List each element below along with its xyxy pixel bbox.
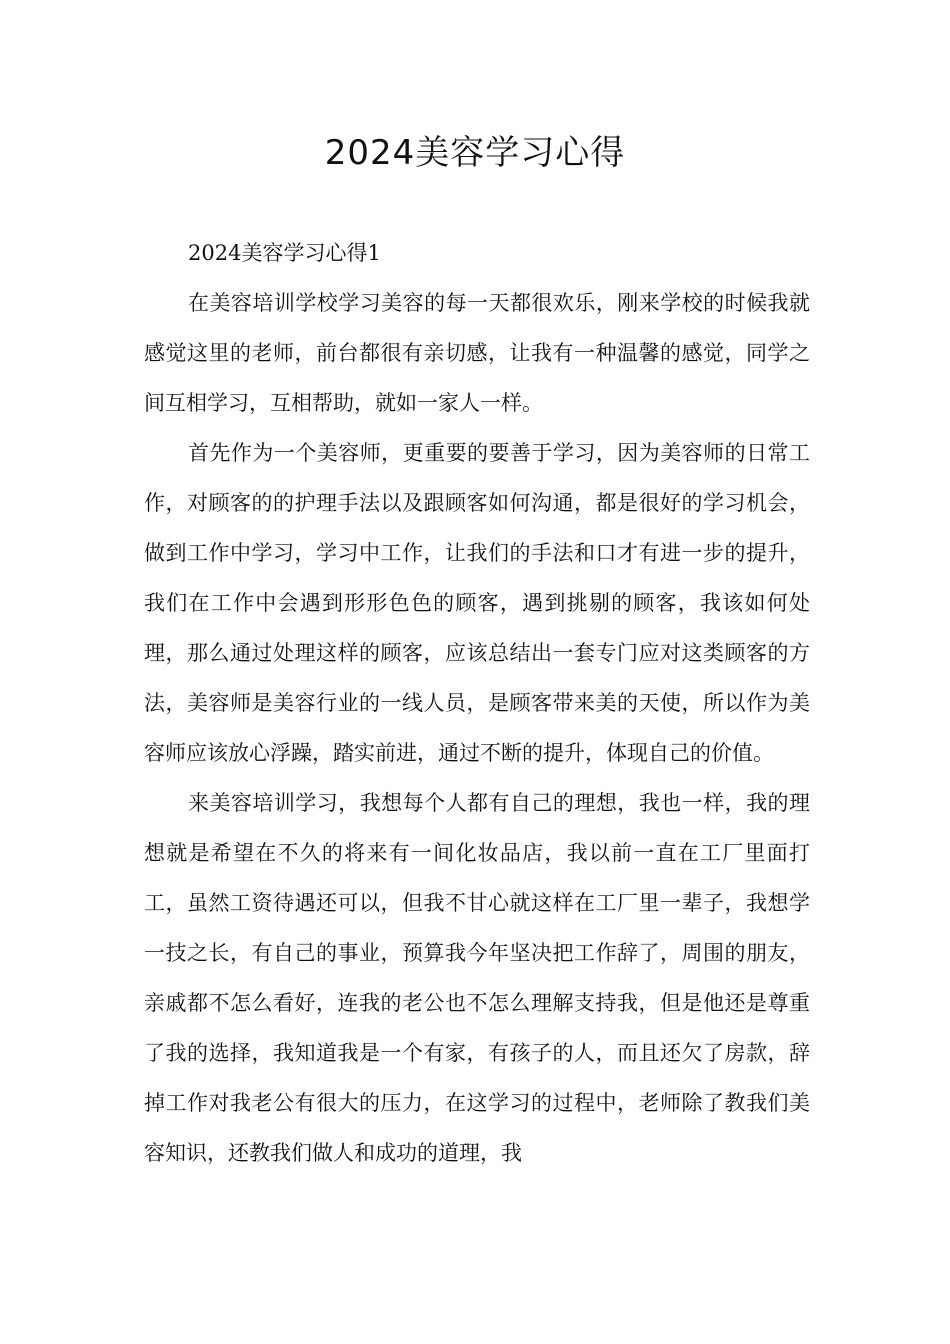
section-heading: 2024美容学习心得1 [188,241,381,265]
document-body [144,228,810,1178]
paragraph-2: 首先作为一个美容师，更重要的要善于学习，因为美容师的日常工作，对顾客的的护理手法以及跟顾客如何沟通，都是很好的学习机会，做到工作中学习，学习中工作，让我们的手法和口才有进一步的提升，我们在工作中会遇到形形色色的顾客，遇到挑剔的顾客，我该如何处理，那么通过处理这样的顾客，应该总结出一套专门应对这类顾客的方法，美容师是美容行业的一线人员，是顾客带来美的天使，所以作为美容师应该放心浮躁，踏实前进，通过不断的提升，体现自己的价值。 [144,441,810,765]
paragraph-1: 在美容培训学校学习美容的每一天都很欢乐，刚来学校的时候我就感觉这里的老师，前台都很有亲切感，让我有一种温馨的感觉，同学之间互相学习，互相帮助，就如一家人一样。 [144,291,810,415]
document-title: 2024美容学习心得 [324,133,626,173]
paragraph-3: 来美容培训学习，我想每个人都有自己的理想，我也一样，我的理想就是希望在不久的将来有一间化妆品店，我以前一直在工厂里面打工，虽然工资待遇还可以，但我不甘心就这样在工厂里一辈子，我想学一技之长，有自己的事业，预算我今年坚决把工作辞了，周围的朋友，亲戚都不怎么看好，连我的老公也不怎么理解支持我，但是他还是尊重了我的选择，我知道我是一个有家，有孩子的人，而且还欠了房款，辞掉工作对我老公有很大的压力，在这学习的过程中，老师除了教我们美容知识，还教我们做人和成功的道理，我 [144,791,810,1165]
